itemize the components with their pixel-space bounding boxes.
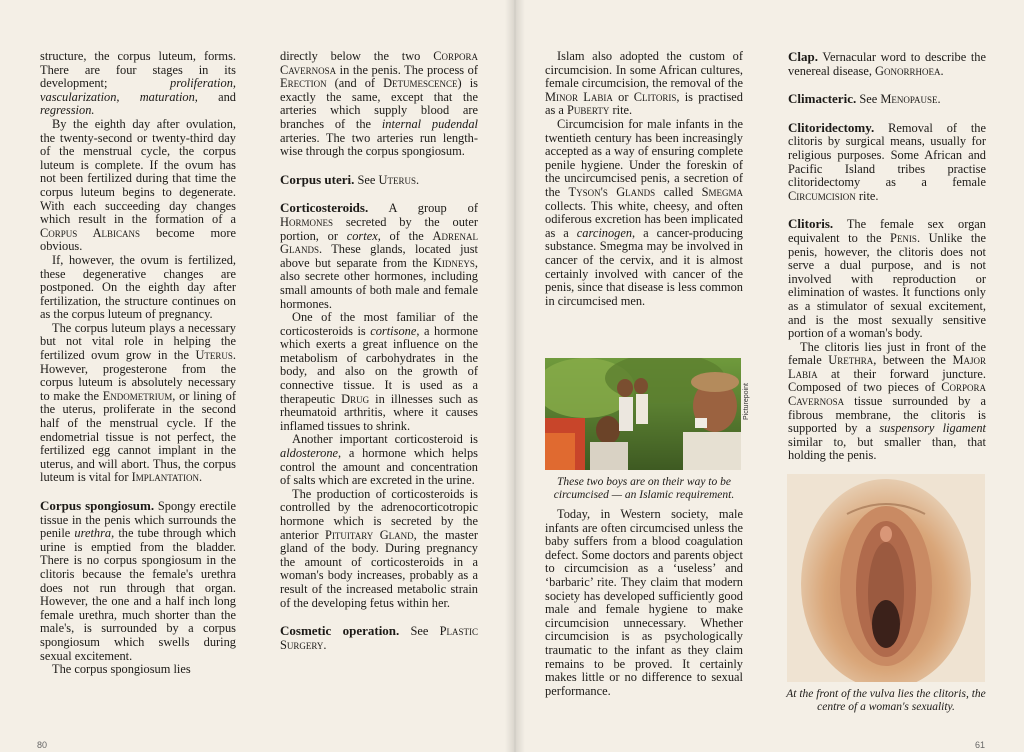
paragraph: Another important corticosteroid is aldosterone, a hormone which helps control the amount and concentration of salts which are excreted in the urine.: [280, 432, 478, 488]
entry-headword: Corticosteroids.: [280, 200, 369, 216]
entry-headword: Climacteric.: [788, 91, 857, 107]
paragraph: The clitoris lies just in front of the female Urethra, between the Major Labia at their forward juncture. Composed of two pieces of Corpora Cavernosa tissue surrounded by a fibrous membrane, the clitoris is supported by a suspensory ligament similar to, but smaller than, that holding the penis.: [788, 339, 986, 463]
entry-clitoridectomy: Clitoridectomy. Removal of the clitoris by surgical means, usually for religious purposes. Some African and Pacific Island tribes practise clitoridectomy as a female Circumcision rite.: [788, 119, 986, 203]
column-3: [545, 50, 743, 308]
entry-headword: Corpus spongiosum.: [40, 498, 155, 513]
entry-headword: Clitoris.: [788, 216, 834, 232]
book-gutter: [505, 0, 525, 752]
entry-climacteric: Climacteric. See Menopause.: [788, 91, 941, 107]
entry-cosmetic-operation: Cosmetic operation. See Plastic Surgery.: [280, 623, 478, 652]
paragraph: directly below the two Corpora Cavernosa in the penis. The process of Erection (and of Detumescence) is exactly the same, except that the arteries which supply blood are branches of the internal pudendal arteries. The two arteries run length-wise through the corpus spongiosum.: [280, 49, 478, 159]
anatomical-illustration: [787, 474, 985, 682]
paragraph: structure, the corpus luteum, forms. There are four stages in its development; proliferation, vascularization, maturation, and regression.: [40, 49, 236, 118]
paragraph: Today, in Western society, male infants are often circumcised unless the baby suffers from a blood coagulation defect. Some doctors and parents object to circumcision as a ‘useless’ and ‘barbaric’ rite. They claim that modern society has developed sufficiently good male and female hygiene to make circumcision unnecessary. Whether circumcision is as psychologically traumatic to the infant as they claim remains to be proved. It certainly makes little or no difference to sexual performance.: [545, 507, 743, 698]
paragraph: The production of corticosteroids is controlled by the adrenocorticotropic hormone which is secreted by the anterior Pituitary Gland, the master gland of the body. During pregnancy the amount of corticosteroids in a woman's body increases, probably as a result of the increased metabolic strain of the developing fetus within her.: [280, 486, 478, 610]
photo-caption: These two boys are on their way to be circumcised — an Islamic requirement.: [553, 476, 735, 501]
paragraph: Islam also adopted the custom of circumcision. In some African cultures, female circumcision, the removal of the Minor Labia or Clitoris, is practised as a Puberty rite.: [545, 49, 743, 118]
column-2: [280, 50, 478, 652]
entry-corticosteroids: Corticosteroids. A group of Hormones secreted by the outer portion, or cortex, of the Adrenal Glands. These glands, located just above but separate from the Kidneys, also secrete other hormones, including small amounts of both male and female hormones.: [280, 200, 478, 311]
entry-headword: Clap.: [788, 49, 818, 64]
column-3-continued: [545, 508, 743, 698]
entry-clap: Clap. Vernacular word to describe the venereal disease, Gonorrhoea.: [788, 49, 986, 78]
entry-headword: Cosmetic operation.: [280, 623, 400, 639]
paragraph: Circumcision for male infants in the twentieth century has been increasingly accepted as a way of ensuring complete penile hygiene. Under the foreskin of the uncircumcised penis, a secretion of the Tyson's Glands called Smegma collects. This white, cheesy, and often odiferous excretion has been implicated as a carcinogen, a cancer-producing substance. Smegma may be involved in cancer of the cervix, and it is almost certainly involved with cancer of the penis, since that disease is less common in circumcised men.: [545, 116, 744, 308]
entry-corpus-uteri: Corpus uteri. See Uterus.: [280, 171, 420, 187]
circumcision-boys-photo: [545, 358, 741, 470]
paragraph: If, however, the ovum is fertilized, these degenerative changes are postponed. On the eighth day after fertilization, the structure continues on as the corpus luteum of pregnancy.: [40, 252, 236, 322]
entry-headword: Corpus uteri.: [280, 171, 355, 187]
entry-corpus-spongiosum: Corpus spongiosum. Spongy erectile tissue in the penis which surrounds the penile urethra, the tube through which urine is emptied from the bladder. There is no corpus spongiosum in the clitoris because the female's urethra does not run through that organ. However, the one and a half inch long female urethra, much shorter than the male's, is surrounded by a corpus spongiosum which swells during sexual excitement.: [40, 498, 236, 663]
paragraph: The corpus luteum plays a necessary but not vital role in helping the fertilized ovum grow in the Uterus. However, progesterone from the corpus luteum is absolutely necessary to make the Endometrium, or lining of the uterus, proliferate in the second half of the menstrual cycle. If the endometrial tissue is not perfect, the fertilized egg cannot implant in the uterus, and will abort. Thus, the corpus luteum is vital for Implantation.: [40, 320, 237, 485]
page-number-left: 80: [37, 740, 48, 750]
entry-headword: Clitoridectomy.: [788, 119, 875, 135]
column-4: [788, 50, 986, 463]
vulva-illustration: [787, 474, 985, 682]
paragraph: One of the most familiar of the corticosteroids is cortisone, a hormone which exerts a great influence on the metabolism of carbohydrates in the body, and also on the growth of connective tissue. It is used as a therapeutic Drug in illnesses such as rheumatoid arthritis, where it causes inflamed tissues to shrink.: [280, 310, 479, 433]
paragraph: The corpus spongiosum lies: [52, 662, 191, 677]
page-number-right: 61: [975, 740, 986, 750]
paragraph: By the eighth day after ovulation, the twenty-second or twenty-third day of the menstrual cycle, the corpus luteum is complete. If the ovum has not been fertilized during that time the corpus luteum begins to degenerate. With each succeeding day changes which result in the formation of a Corpus Albicans become more obvious.: [40, 116, 236, 254]
photo-illustration: [545, 358, 741, 470]
illustration-caption: At the front of the vulva lies the clitoris, the centre of a woman's sexuality.: [786, 688, 986, 713]
photo-credit: Picturepoint: [743, 383, 750, 420]
column-1: [40, 50, 236, 677]
entry-clitoris: Clitoris. The female sex organ equivalent to the Penis. Unlike the penis, however, the clitoris does not serve a dual purpose, and is not involved with reproduction or elimination of wastes. It functions only as a stimulator of sexual excitement, and is the most sexually sensitive portion of a woman's body.: [788, 216, 986, 341]
